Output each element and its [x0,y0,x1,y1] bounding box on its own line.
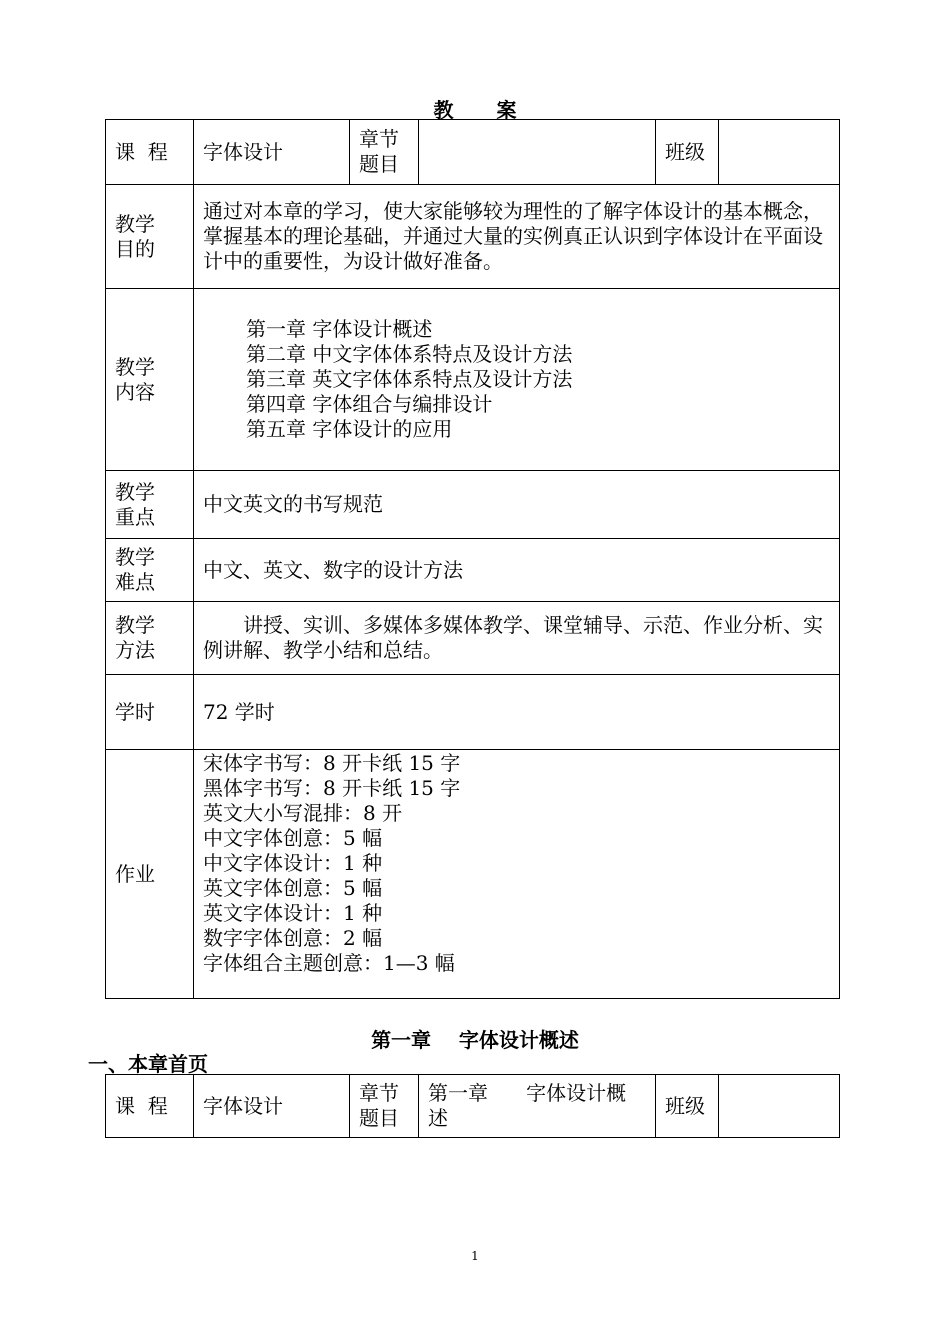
class-value [719,1075,840,1138]
page-number: 1 [471,1249,479,1263]
chapter-label: 章节 题目 [350,1075,419,1138]
homework-item: 英文大小写混排：8 开 [203,801,403,825]
course-label: 课 程 [106,1075,194,1138]
course-label: 课 程 [106,120,194,185]
course-value: 字体设计 [194,1075,350,1138]
chapter-header-table [105,1074,840,1138]
class-label: 班级 [656,1075,719,1138]
homework-item: 数字字体创意：2 幅 [203,926,383,950]
chapter-label: 章节 题目 [350,120,419,185]
class-label: 班级 [656,120,719,185]
difficulty-text: 中文、英文、数字的设计方法 [194,539,840,602]
homework-item: 黑体字书写：8 开卡纸 15 字 [203,776,461,800]
homework-item: 中文字体创意：5 幅 [203,826,383,850]
homework-item: 中文字体设计：1 种 [203,851,383,875]
homework-row [106,750,840,999]
homework-item: 英文字体创意：5 幅 [203,876,383,900]
hours-label: 学时 [106,675,194,750]
difficulty-row [106,539,840,602]
content-item: 第五章 字体设计的应用 [246,417,453,441]
chapter-value: 第一章 字体设计概 述 [419,1075,656,1138]
content-item: 第四章 字体组合与编排设计 [246,392,493,416]
objective-text: 通过对本章的学习，使大家能够较为理性的了解字体设计的基本概念，掌握基本的理论基础，并通过大量的实例真正认识到字体设计在平面设计中的重要性，为设计做好准备。 [194,185,840,289]
hours-row [106,675,840,750]
objective-label: 教学 目的 [106,185,194,289]
content-label: 教学 内容 [106,289,194,471]
method-row [106,602,840,675]
section-heading: 一、本章首页 [88,1052,208,1076]
content-item: 第三章 英文字体体系特点及设计方法 [246,367,573,391]
homework-item: 英文字体设计：1 种 [203,901,383,925]
homework-list [194,750,840,999]
document-title: 教 案 [433,98,535,122]
focus-text: 中文英文的书写规范 [194,471,840,539]
course-value: 字体设计 [194,120,350,185]
homework-item: 字体组合主题创意：1—3 幅 [203,951,455,975]
chapter-heading: 第一章 字体设计概述 [371,1028,579,1052]
class-value [719,120,840,185]
chapter-value [419,120,656,185]
content-item: 第二章 中文字体体系特点及设计方法 [246,342,573,366]
homework-label: 作业 [106,750,194,999]
focus-row [106,471,840,539]
content-list [194,289,840,471]
hours-text: 72 学时 [194,675,840,750]
content-row [106,289,840,471]
method-label: 教学 方法 [106,602,194,675]
focus-label: 教学 重点 [106,471,194,539]
lesson-plan-table [105,119,840,999]
course-row [106,120,840,185]
difficulty-label: 教学 难点 [106,539,194,602]
homework-item: 宋体字书写：8 开卡纸 15 字 [203,751,461,775]
content-item: 第一章 字体设计概述 [246,317,433,341]
method-text: 讲授、实训、多媒体多媒体教学、课堂辅导、示范、作业分析、实例讲解、教学小结和总结。 [194,602,840,675]
chapter-course-row [106,1075,840,1138]
objective-row [106,185,840,289]
